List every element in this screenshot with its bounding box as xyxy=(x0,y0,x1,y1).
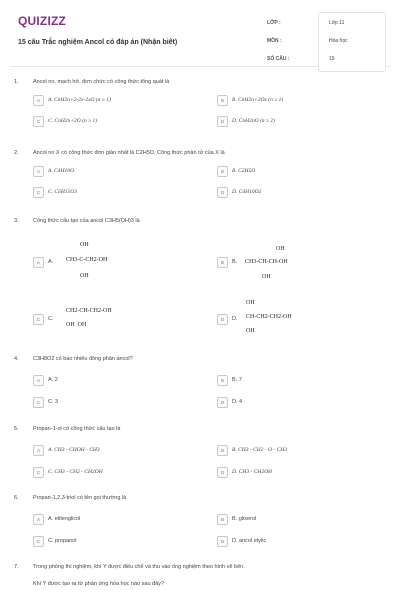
option-letter-badge: D xyxy=(217,467,228,478)
meta-label-count: SỐ CÂU : xyxy=(267,56,290,62)
option-a[interactable] xyxy=(33,444,100,456)
question-text: Propan-1,2,3-triol có tên gọi thường là xyxy=(33,495,127,501)
option-letter-badge: D xyxy=(217,397,228,408)
structure-b-main: CH3-CH-CH-OH xyxy=(245,259,288,265)
option-letter-badge: C xyxy=(33,397,44,408)
option-b[interactable] xyxy=(217,513,256,525)
option-d[interactable] xyxy=(217,535,266,547)
option-letter-badge: B xyxy=(217,95,228,106)
meta-value-subject: Hóa học xyxy=(329,38,348,44)
option-text: D. C4H10O2 xyxy=(232,189,262,195)
worksheet-header xyxy=(10,8,390,67)
option-text: B. glixerol xyxy=(232,516,257,522)
option-letter-badge: A xyxy=(33,95,44,106)
option-text: A. 2 xyxy=(48,377,58,383)
option-c[interactable] xyxy=(33,466,103,478)
option-d[interactable] xyxy=(217,396,242,408)
option-letter-badge: D xyxy=(217,536,228,547)
question-text: Propan-1-ol có công thức cấu tạo là xyxy=(33,426,121,432)
meta-value-class: Lớp 11 xyxy=(329,20,345,26)
option-text: D. xyxy=(232,316,238,322)
structure-d-bottom: OH xyxy=(246,328,255,334)
option-letter-badge: D xyxy=(217,116,228,127)
option-d[interactable] xyxy=(217,313,238,325)
question-1 xyxy=(14,79,390,137)
option-letter-badge: A xyxy=(33,514,44,525)
question-2 xyxy=(14,150,390,208)
option-text: C. CH3 - CH2 - CH2OH xyxy=(48,469,103,475)
structure-a-main: CH3-C-CH2-OH xyxy=(66,257,108,263)
structure-c-main: CH2-CH-CH2-OH xyxy=(66,308,112,314)
option-c[interactable] xyxy=(33,313,54,325)
structure-d-top: OH xyxy=(246,300,255,306)
question-text-2: Khí Y được tạo ra từ phản ứng hóa học nào sau đây? xyxy=(33,581,164,587)
option-c[interactable] xyxy=(33,535,76,547)
question-7 xyxy=(14,564,390,598)
option-letter-badge: B xyxy=(217,445,228,456)
option-a[interactable] xyxy=(33,256,53,268)
question-text: Ancol no, mạch hở, đơn chức có công thức tổng quát là xyxy=(33,79,170,85)
option-letter-badge: C xyxy=(33,536,44,547)
page-title: 15 câu Trắc nghiệm Ancol có đáp án (Nhận biết) xyxy=(18,39,178,46)
option-text: B. CnH2n+2Ox (n ≥ 1) xyxy=(232,97,284,103)
question-6 xyxy=(14,495,390,553)
meta-label-class: LỚP : xyxy=(267,20,281,26)
question-number: 2. xyxy=(14,150,19,156)
option-c[interactable] xyxy=(33,186,77,198)
option-text: C. CnH2n+2O (n ≥ 1) xyxy=(48,118,98,124)
option-text: A. xyxy=(48,259,54,265)
option-text: B. C2H5O xyxy=(232,168,256,174)
option-d[interactable] xyxy=(217,466,272,478)
question-4 xyxy=(14,356,390,414)
option-a[interactable] xyxy=(33,165,74,177)
option-b[interactable] xyxy=(217,165,255,177)
option-b[interactable] xyxy=(217,374,242,386)
option-text: D. 4 xyxy=(232,399,243,405)
question-number: 1. xyxy=(14,79,19,85)
option-text: D. CnH2nO (n ≥ 2) xyxy=(232,118,275,124)
question-text: Ancol no X có công thức đơn giản nhất là C2H5O. Công thức phân tử của X là xyxy=(33,150,225,156)
option-letter-badge: C xyxy=(33,187,44,198)
option-letter-badge: A xyxy=(33,375,44,386)
structure-a-top: OH xyxy=(80,242,89,248)
quizizz-logo: QUIZIZZ xyxy=(18,14,67,28)
option-d[interactable] xyxy=(217,115,275,127)
option-letter-badge: A xyxy=(33,445,44,456)
option-letter-badge: A xyxy=(33,257,44,268)
option-text: C. xyxy=(48,316,54,322)
question-text: Công thức cấu tạo của ancol C3H5(OH)3 là xyxy=(33,218,140,224)
structure-b-bottom: OH xyxy=(262,274,271,280)
question-number: 3. xyxy=(14,218,19,224)
option-text: D. ancol etylic xyxy=(232,538,267,544)
option-letter-badge: C xyxy=(33,467,44,478)
option-text: B. 7 xyxy=(232,377,242,383)
option-letter-badge: A xyxy=(33,166,44,177)
option-text: B. xyxy=(232,259,238,265)
option-c[interactable] xyxy=(33,396,58,408)
option-b[interactable] xyxy=(217,94,283,106)
meta-label-subject: MÔN : xyxy=(267,38,282,44)
question-number: 5. xyxy=(14,426,19,432)
structure-a-bottom: OH xyxy=(80,273,89,279)
option-c[interactable] xyxy=(33,115,97,127)
option-text: A. CnH2n+2-2x-2xO (n ≥ 1) xyxy=(48,97,111,103)
option-letter-badge: D xyxy=(217,187,228,198)
option-d[interactable] xyxy=(217,186,261,198)
option-text: D. CH3 - CH2OH xyxy=(232,469,273,475)
structure-c-bottom: OH OH xyxy=(66,322,87,328)
option-b[interactable] xyxy=(217,256,237,268)
option-letter-badge: D xyxy=(217,314,228,325)
option-a[interactable] xyxy=(33,94,111,106)
option-a[interactable] xyxy=(33,374,58,386)
option-letter-badge: B xyxy=(217,166,228,177)
option-text: A. C4H10O xyxy=(48,168,74,174)
question-5 xyxy=(14,426,390,484)
option-text: C. propanol xyxy=(48,538,77,544)
option-letter-badge: B xyxy=(217,514,228,525)
option-letter-badge: B xyxy=(217,257,228,268)
option-text: A. CH3 - CHOH - CH3 xyxy=(48,447,100,453)
option-letter-badge: C xyxy=(33,314,44,325)
option-text: C. 3 xyxy=(48,399,59,405)
structure-d-main: CH-CH2-CH2-OH xyxy=(246,314,292,320)
question-text: Trong phòng thí nghiệm, khí Y được điều chế và thu vào ống nghiệm theo hình vẽ bên. xyxy=(33,564,245,570)
question-number: 7. xyxy=(14,564,19,570)
meta-box xyxy=(267,12,386,72)
question-text: C3H8O2 có bao nhiêu đồng phân ancol? xyxy=(33,356,133,362)
option-letter-badge: C xyxy=(33,116,44,127)
option-b[interactable] xyxy=(217,444,287,456)
question-number: 6. xyxy=(14,495,19,501)
question-3 xyxy=(14,218,390,343)
option-text: C. C6H15O3 xyxy=(48,189,78,195)
option-text: A. etilenglicol xyxy=(48,516,81,522)
meta-value-count: 15 xyxy=(329,56,335,62)
structure-b-top: OH xyxy=(276,246,285,252)
option-text: B. CH3 - CH2 - O - CH3 xyxy=(232,447,287,453)
option-a[interactable] xyxy=(33,513,80,525)
question-number: 4. xyxy=(14,356,19,362)
option-letter-badge: B xyxy=(217,375,228,386)
